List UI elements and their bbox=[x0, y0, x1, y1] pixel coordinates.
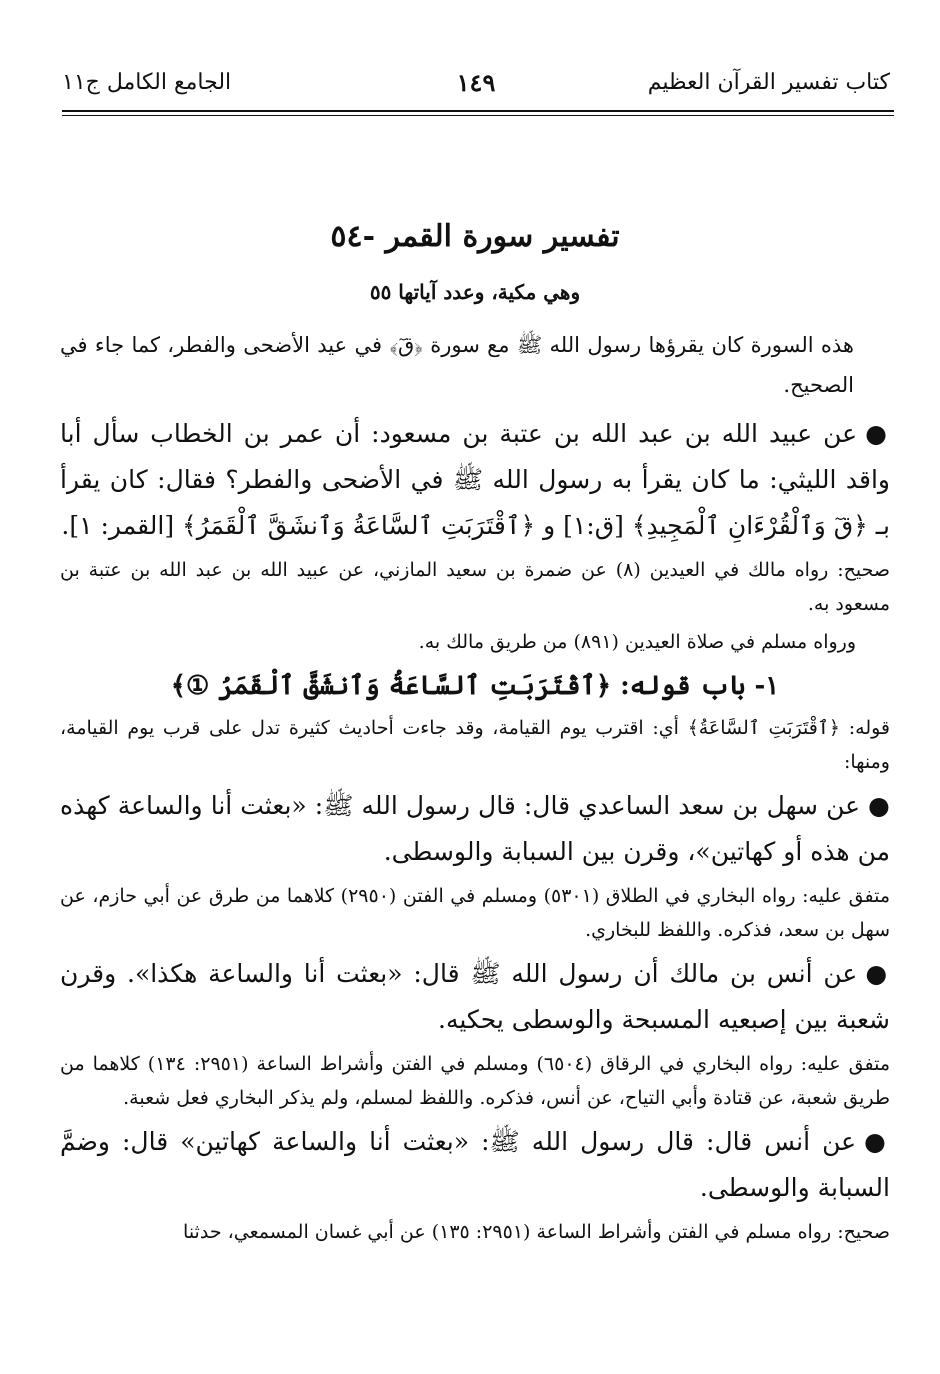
bullet-icon: ● bbox=[865, 959, 890, 988]
book-title: كتاب تفسير القرآن العظيم bbox=[647, 70, 890, 95]
intro-paragraph: هذه السورة كان يقرؤها رسول الله ﷺ مع سورة ﴿قٓ﴾ في عيد الأضحى والفطر، كما جاء في الصحيح. bbox=[60, 333, 854, 397]
commentary-paragraph: قوله: ﴿ٱقْتَرَبَتِ ٱلسَّاعَةُ﴾ أي: اقترب يوم القيامة، وقد جاءت أحاديث كثيرة تدل على قرب يوم القيامة، ومنها: bbox=[60, 717, 890, 773]
header-rule-thin bbox=[62, 115, 894, 116]
surah-title: تفسير سورة القمر -٥٤ bbox=[330, 219, 620, 254]
hadith-text: عن سهل بن سعد الساعدي قال: قال رسول الله ﷺ: «بعثت أنا والساعة كهذه من هذه أو كهاتين»، وقرن بين السبابة والوسطى. bbox=[60, 791, 890, 866]
header-rule-thick bbox=[62, 110, 894, 112]
hadith-paragraph bbox=[60, 411, 890, 549]
hadith-paragraph bbox=[60, 1119, 890, 1211]
bullet-icon: ● bbox=[865, 419, 890, 448]
bullet-icon: ● bbox=[864, 1127, 890, 1156]
takhrij-note: صحيح: رواه مالك في العيدين (٨) عن ضمرة بن سعيد المازني، عن عبيد الله بن عبد الله بن عتبة بن مسعود به. bbox=[60, 559, 891, 615]
hadith-paragraph bbox=[60, 783, 890, 875]
bullet-icon: ● bbox=[868, 791, 890, 820]
hadith-text: عن أنس بن مالك أن رسول الله ﷺ قال: «بعثت أنا والساعة هكذا». وقرن شعبة بين إصبعيه المسبحة والوسطى يحكيه. bbox=[60, 959, 890, 1034]
takhrij-note: متفق عليه: رواه البخاري في الطلاق (٥٣٠١) ومسلم في الفتن (٢٩٥٠) كلاهما من طرق عن أبي حازم، عن سهل بن سعد، فذكره. واللفظ للبخاري. bbox=[60, 885, 891, 941]
hadith-text: عن أنس قال: قال رسول الله ﷺ: «بعثت أنا والساعة كهاتين» قال: وضمَّ السبابة والوسطى. bbox=[60, 1127, 890, 1202]
chapter-heading: ١- باب قوله: ﴿ٱقْتَرَبَتِ ٱلسَّاعَةُ وَٱنشَقَّ ٱلْقَمَرُ ①﴾ bbox=[170, 671, 780, 701]
takhrij-note: متفق عليه: رواه البخاري في الرقاق (٦٥٠٤) ومسلم في الفتن وأشراط الساعة (٢٩٥١: ١٣٤) كلاهما من طريق شعبة، عن قتادة وأبي التياح، عن أنس، فذكره. واللفظ لمسلم، ولم يذكر البخاري فعل شعبة. bbox=[60, 1053, 890, 1109]
takhrij-note: صحيح: رواه مسلم في الفتن وأشراط الساعة (٢٩٥١: ١٣٥) عن أبي غسان المسمعي، حدثنا bbox=[183, 1221, 890, 1243]
takhrij-note: ورواه مسلم في صلاة العيدين (٨٩١) من طريق مالك به. bbox=[418, 631, 856, 653]
hadith-text: عن عبيد الله بن عبد الله بن عتبة بن مسعود: أن عمر بن الخطاب سأل أبا واقد الليثي: ما كان يقرأ به رسول الله ﷺ في الأضحى والفطر؟ فقال: كان يقرأ بـ ﴿قٓ وَٱلْقُرْءَانِ ٱلْمَجِيدِ﴾ [ق:١] و ﴿ٱقْتَرَبَتِ ٱلسَّاعَةُ وَٱنشَقَّ ٱلْقَمَرُ﴾ [القمر: ١]. bbox=[60, 419, 890, 540]
page-number: ١٤٩ bbox=[456, 68, 496, 97]
surah-subtitle: وهي مكية، وعدد آياتها ٥٥ bbox=[369, 280, 581, 304]
volume-label: الجامع الكامل ج١١ bbox=[62, 70, 232, 95]
page-header bbox=[62, 66, 890, 110]
page-body bbox=[60, 215, 890, 1253]
hadith-paragraph bbox=[60, 951, 890, 1043]
